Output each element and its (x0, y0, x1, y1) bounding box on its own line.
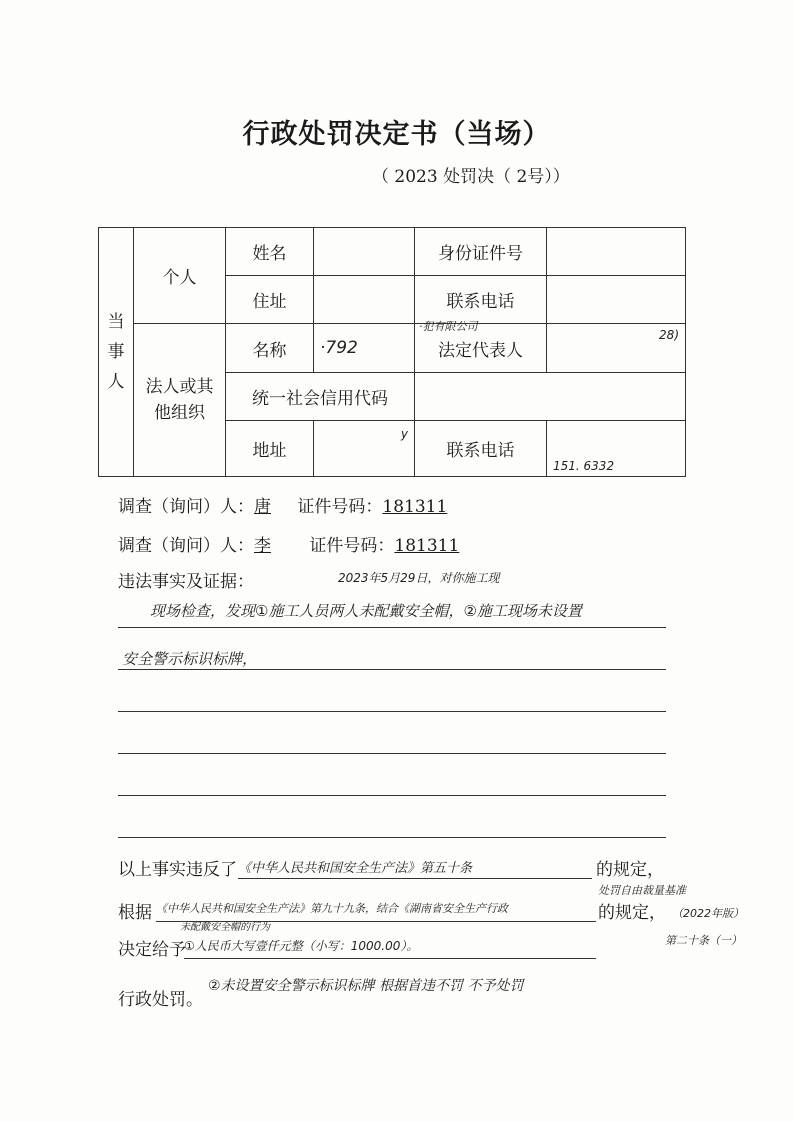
facts-rule-2 (118, 669, 666, 670)
violates-rule (238, 878, 592, 879)
decision-value: ①人民币大写壹仟元整（小写：1000.00）。 (184, 939, 419, 953)
investigator-2 (118, 531, 459, 556)
address-value (314, 276, 415, 324)
violates-law: 《中华人民共和国安全生产法》第五十条 (238, 861, 473, 876)
decision-prefix: 决定给予 (118, 940, 186, 960)
org-phone-value (547, 421, 686, 477)
party-label: 当 事 人 (99, 228, 134, 477)
facts-rule-3 (118, 711, 666, 712)
id-value (547, 228, 686, 276)
facts-rule-6 (118, 837, 666, 838)
id-label: 身份证件号 (415, 228, 547, 276)
legal-rep-value-text: 28) (659, 328, 679, 342)
org-phone-value-text: 151. 6332 (553, 459, 615, 473)
org-address-value (314, 421, 415, 477)
facts-line-1: 现场检查，发现①施工人员两人未配戴安全帽，②施工现场未设置 (150, 602, 582, 620)
basis-law: 《中华人民共和国安全生产法》第九十九条，结合《湖南省安全生产行政 (156, 902, 508, 915)
legal-rep-note: ·犯有限公司 (419, 320, 478, 333)
org-phone-label: 联系电话 (415, 421, 547, 477)
name-label: 姓名 (226, 228, 314, 276)
investigator-1 (118, 492, 447, 517)
legal-rep-label (415, 320, 547, 373)
document-number: （ 2023 处罚决（ 2号）） (372, 167, 570, 187)
violates-prefix: 以上事实违反了 (118, 860, 237, 880)
phone-value (547, 276, 686, 324)
penalty-prefix: 行政处罚。 (118, 990, 203, 1010)
facts-label: 违法事实及证据： (118, 572, 254, 592)
individual-label: 个人 (134, 228, 226, 324)
investigator-1-cert-no: 181311 (382, 497, 448, 517)
investigator-2-name: 李 (254, 536, 271, 556)
decision-rule (184, 958, 596, 959)
credit-code-value (415, 373, 686, 421)
basis-prefix: 根据 (118, 903, 152, 923)
org-label: 法人或其 他组织 (134, 324, 226, 477)
org-address-label: 地址 (226, 421, 314, 477)
name-value (314, 228, 415, 276)
address-label: 住址 (226, 276, 314, 324)
phone-label: 联系电话 (415, 276, 547, 324)
violates-suffix: 的规定， (596, 860, 664, 880)
basis-extra: 处罚自由裁量基准 (598, 884, 686, 897)
investigator-2-cert-label: 证件号码： (309, 536, 395, 556)
party-info-table (98, 227, 686, 477)
basis-clause: 第二十条（一） (665, 934, 742, 947)
facts-rule-5 (118, 795, 666, 796)
decision-note: 未配戴安全帽的行为 (180, 922, 270, 933)
investigator-2-cert-no: 181311 (394, 536, 460, 556)
facts-line-2: 安全警示标识标牌， (122, 650, 258, 668)
basis-year: （2022年版） (672, 907, 744, 920)
investigator-1-name: 唐 (254, 497, 271, 517)
investigator-1-cert-label: 证件号码： (297, 497, 383, 517)
facts-rule-4 (118, 753, 666, 754)
credit-code-label: 统一社会信用代码 (226, 373, 415, 421)
org-name-label: 名称 (226, 324, 314, 373)
document-title: 行政处罚决定书（当场） (242, 119, 551, 150)
basis-suffix: 的规定， (598, 903, 666, 923)
org-name-value: ·792 (314, 324, 415, 373)
legal-rep-label-text: 法定代表人 (438, 340, 523, 361)
penalty-value: ②未设置安全警示标识标牌 根据首违不罚 不予处罚 (208, 978, 524, 994)
investigator-1-label: 调查（询问）人： (118, 497, 254, 517)
org-address-value-text: y (400, 427, 408, 441)
legal-rep-value (547, 324, 686, 373)
investigator-2-label: 调查（询问）人： (118, 536, 254, 556)
facts-date-note: 2023年5月29日，对你施工现 (338, 571, 500, 585)
facts-rule-1 (118, 627, 666, 628)
